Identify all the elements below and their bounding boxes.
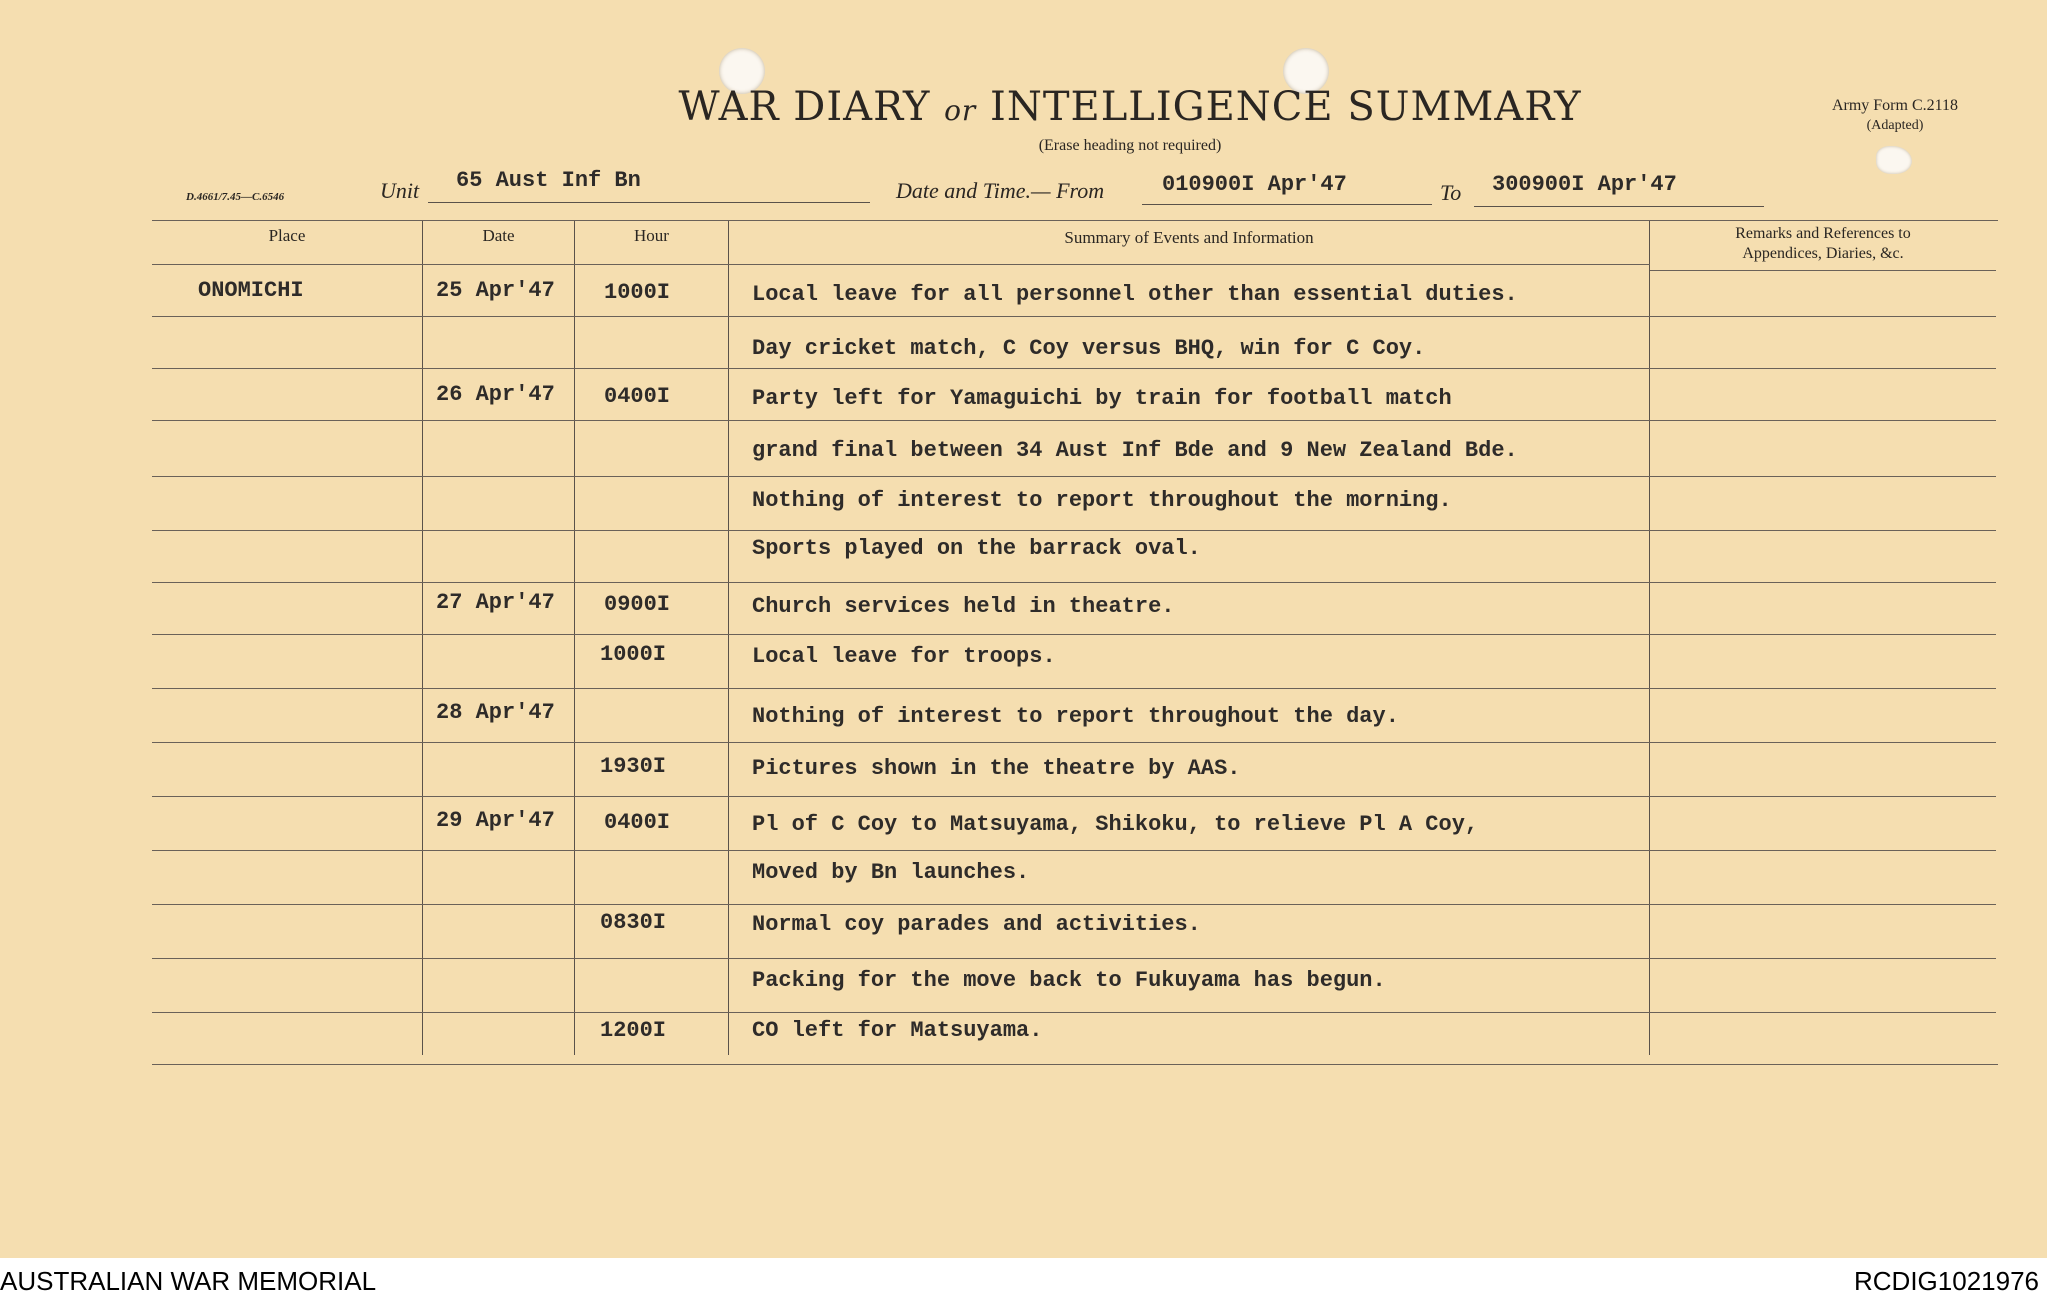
summary-cell: Moved by Bn launches. <box>752 860 1030 885</box>
row-rule <box>152 1012 1996 1013</box>
summary-cell: Day cricket match, C Coy versus BHQ, win for C Coy. <box>752 336 1426 361</box>
hour-cell: 0830I <box>600 910 667 935</box>
date-cell: 26 Apr'47 <box>436 382 555 407</box>
row-rule <box>152 688 1996 689</box>
row-rule <box>152 316 1996 317</box>
from-value: 010900I Apr'47 <box>1162 172 1347 197</box>
hour-cell: 1930I <box>600 754 667 779</box>
column-header-place: Place <box>268 226 306 245</box>
row-rule <box>152 476 1996 477</box>
summary-cell: Sports played on the barrack oval. <box>752 536 1201 561</box>
summary-cell: Pictures shown in the theatre by AAS. <box>752 756 1241 781</box>
hour-cell: 1000I <box>600 642 667 667</box>
to-label: To <box>1440 180 1462 205</box>
hour-cell: 0400I <box>604 384 671 409</box>
page-title: WAR DIARY or INTELLIGENCE SUMMARY <box>678 84 1582 130</box>
hour-column-rule <box>574 221 575 1055</box>
hour-cell: 1000I <box>604 280 671 305</box>
hour-cell: 0900I <box>604 592 671 617</box>
unit-underline <box>428 202 870 203</box>
remarks-header-rule <box>1650 270 1996 271</box>
header-rule <box>152 264 1650 265</box>
row-rule <box>152 796 1996 797</box>
place-cell: ONOMICHI <box>198 278 304 303</box>
date-cell: 27 Apr'47 <box>436 590 555 615</box>
row-rule <box>152 904 1996 905</box>
remarks-column-rule <box>1649 221 1650 1055</box>
date-time-label: Date and Time.— From <box>896 178 1105 203</box>
date-column-rule <box>422 221 423 1055</box>
to-underline <box>1474 206 1764 207</box>
column-header-remarks: Remarks and References to Appendices, Diaries, &c. <box>1735 225 1911 262</box>
paper-tear <box>1876 146 1912 174</box>
summary-column-rule <box>728 221 729 1055</box>
row-rule <box>152 850 1996 851</box>
row-rule <box>152 420 1996 421</box>
form-code: D.4661/7.45—C.6546 <box>186 191 285 203</box>
hour-cell: 0400I <box>604 810 671 835</box>
summary-cell: Pl of C Coy to Matsuyama, Shikoku, to relieve Pl A Coy, <box>752 812 1479 837</box>
page-subtitle: (Erase heading not required) <box>1038 137 1222 154</box>
date-cell: 29 Apr'47 <box>436 808 555 833</box>
summary-cell: Party left for Yamaguichi by train for football match <box>752 386 1452 411</box>
army-form-label: Army Form C.2118 (Adapted) <box>1831 97 1959 133</box>
summary-cell: Church services held in theatre. <box>752 594 1175 619</box>
summary-cell: grand final between 34 Aust Inf Bde and 9 New Zealand Bde. <box>752 438 1518 463</box>
footer-id: RCDIG1021976 <box>1854 1266 2039 1296</box>
unit-value: 65 Aust Inf Bn <box>456 168 641 193</box>
summary-cell: Nothing of interest to report throughout the morning. <box>752 488 1452 513</box>
column-header-summary: Summary of Events and Information <box>1064 228 1314 247</box>
row-rule <box>152 582 1996 583</box>
date-cell: 28 Apr'47 <box>436 700 555 725</box>
table-bottom-rule <box>152 1064 1998 1065</box>
table-top-rule <box>152 220 1998 221</box>
row-rule <box>152 742 1996 743</box>
row-rule <box>152 368 1996 369</box>
column-header-date: Date <box>482 226 515 245</box>
summary-cell: Local leave for all personnel other than essential duties. <box>752 282 1518 307</box>
column-header-hour: Hour <box>634 226 669 245</box>
row-rule <box>152 530 1996 531</box>
summary-cell: Normal coy parades and activities. <box>752 912 1201 937</box>
summary-cell: CO left for Matsuyama. <box>752 1018 1043 1043</box>
from-underline <box>1142 204 1432 205</box>
summary-cell: Packing for the move back to Fukuyama has begun. <box>752 968 1386 993</box>
summary-cell: Nothing of interest to report throughout the day. <box>752 704 1399 729</box>
unit-label: Unit <box>380 178 420 203</box>
footer-source: AUSTRALIAN WAR MEMORIAL <box>0 1266 377 1296</box>
hour-cell: 1200I <box>600 1018 667 1043</box>
summary-cell: Local leave for troops. <box>752 644 1056 669</box>
to-value: 300900I Apr'47 <box>1492 172 1677 197</box>
date-cell: 25 Apr'47 <box>436 278 555 303</box>
row-rule <box>152 634 1996 635</box>
row-rule <box>152 958 1996 959</box>
